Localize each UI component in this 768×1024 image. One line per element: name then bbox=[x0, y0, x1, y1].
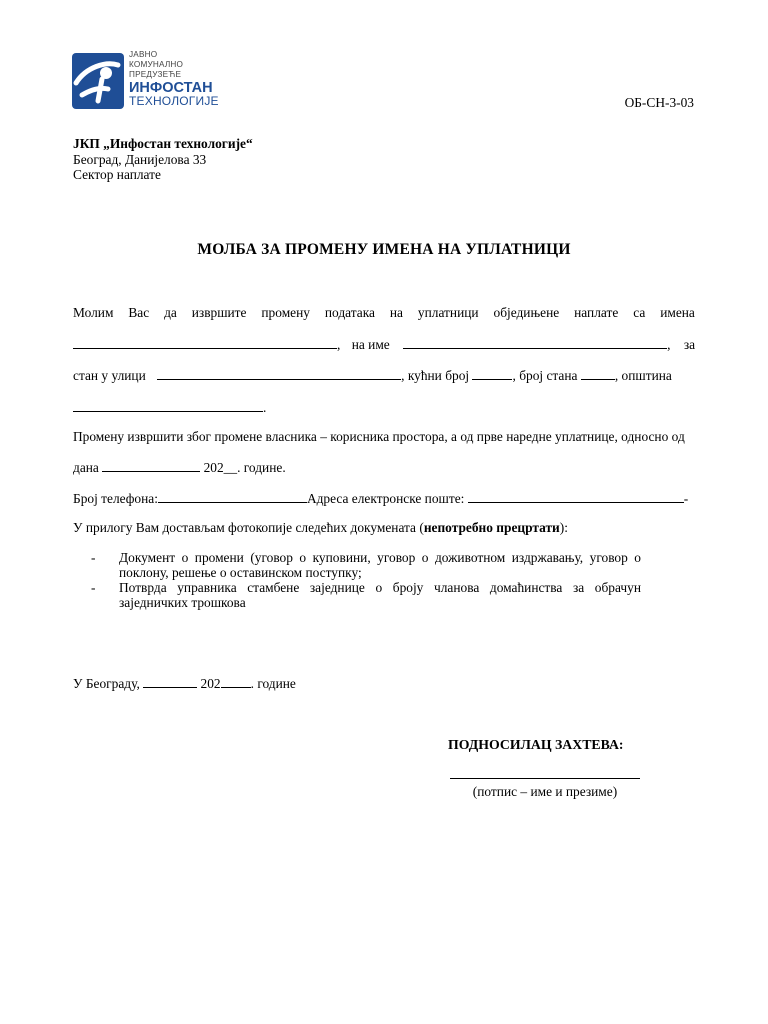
list-item bbox=[73, 550, 641, 580]
signature-caption: (потпис – име и презиме) bbox=[472, 784, 618, 799]
date-line bbox=[73, 459, 695, 476]
request-line-1 bbox=[73, 305, 695, 321]
organization-name: ЈКП „Инфостан технологије“ bbox=[73, 136, 253, 151]
period: . bbox=[263, 400, 267, 415]
logo-name: ИНФОСТАН bbox=[129, 80, 213, 96]
text-word: промену bbox=[261, 305, 310, 320]
old-name-field[interactable] bbox=[73, 336, 337, 349]
logo-tagline: ЈАВНО КОМУНАЛНО ПРЕДУЗЕЋЕ bbox=[129, 50, 184, 79]
house-number-field[interactable] bbox=[472, 367, 512, 380]
day-field[interactable] bbox=[102, 459, 200, 472]
label-municipality: општина bbox=[621, 368, 672, 383]
label-year-suffix: . године bbox=[250, 676, 296, 691]
attachments-intro-end: ): bbox=[559, 520, 568, 535]
organization-address: Београд, Данијелова 33 bbox=[73, 151, 207, 167]
document-code: ОБ-СН-3-03 bbox=[624, 95, 694, 110]
attachment-item: Документ о промени (уговор о куповини, уговор о доживотном издржавању, уговор о поклону, решење о оставинском поступку; bbox=[119, 550, 641, 580]
reason-line: Промену извршити због промене власника – корисника простора, а од прве наредне уплатнице, односно од bbox=[73, 429, 685, 444]
email-field[interactable] bbox=[468, 490, 684, 503]
company-logo bbox=[72, 48, 222, 112]
municipality-field[interactable] bbox=[73, 399, 263, 412]
list-item bbox=[73, 580, 641, 610]
signing-year-field[interactable] bbox=[221, 675, 251, 688]
signing-date-field[interactable] bbox=[143, 675, 197, 688]
text-word: Молим bbox=[73, 305, 114, 320]
text-word: уплатници bbox=[417, 305, 479, 320]
label-day: дана bbox=[73, 460, 99, 475]
label-na-ime: на име bbox=[351, 337, 390, 352]
attachments-list bbox=[73, 550, 641, 610]
attachments-intro-text: У прилогу Вам достављам фотокопије следећих докумената ( bbox=[73, 520, 424, 535]
attachments-intro bbox=[73, 520, 695, 536]
label-apartment-number: број стана bbox=[519, 368, 578, 383]
text-word: Вас bbox=[128, 305, 150, 320]
text-word: извршите bbox=[191, 305, 247, 320]
bullet-dash: - bbox=[91, 580, 96, 595]
logo-subtitle: ТЕХНОЛОГИЈЕ bbox=[129, 94, 219, 108]
label-year: 202__. године. bbox=[203, 460, 286, 475]
request-line-3: стан у улици , кућни број , број стана , општина bbox=[73, 368, 672, 383]
contact-line bbox=[73, 490, 695, 507]
text-word: података bbox=[324, 305, 375, 320]
attachment-item: Потврда управника стамбене заједнице о броју чланова домаћинства за обрачун заједничких трошкова bbox=[119, 580, 641, 610]
text-word: да bbox=[164, 305, 177, 320]
apartment-number-field[interactable] bbox=[581, 367, 615, 380]
label-za: за bbox=[683, 337, 696, 352]
label-house-number: кућни број bbox=[407, 368, 470, 383]
request-line-2: , на име , за bbox=[73, 336, 695, 353]
label-email: Адреса електронске поште: bbox=[306, 491, 465, 506]
attachments-intro-bold: непотребно прецртати bbox=[423, 520, 560, 535]
label-year-prefix: 202 bbox=[200, 676, 221, 691]
label-phone: Број телефона: bbox=[73, 491, 158, 506]
signature-field[interactable] bbox=[450, 778, 640, 779]
text-word: са bbox=[633, 305, 646, 320]
request-line-4 bbox=[73, 399, 695, 416]
applicant-heading: ПОДНОСИЛАЦ ЗАХТЕВА: bbox=[448, 737, 624, 752]
phone-field[interactable] bbox=[158, 490, 307, 503]
place-date-line bbox=[73, 675, 695, 692]
text-word: обједињене bbox=[493, 305, 560, 320]
dash: - bbox=[683, 491, 689, 506]
new-name-field[interactable] bbox=[403, 336, 667, 349]
text-word: на bbox=[389, 305, 404, 320]
text-word: наплате bbox=[574, 305, 619, 320]
street-field[interactable] bbox=[157, 367, 401, 380]
logo-mark-icon bbox=[72, 53, 124, 109]
document-title: МОЛБА ЗА ПРОМЕНУ ИМЕНА НА УПЛАТНИЦИ bbox=[197, 241, 571, 258]
organization-department: Сектор наплате bbox=[73, 167, 161, 182]
organization-block bbox=[73, 136, 253, 183]
label-place: У Београду, bbox=[73, 676, 140, 691]
label-street: стан у улици bbox=[73, 368, 146, 383]
bullet-dash: - bbox=[91, 550, 96, 565]
text-word: имена bbox=[660, 305, 695, 320]
